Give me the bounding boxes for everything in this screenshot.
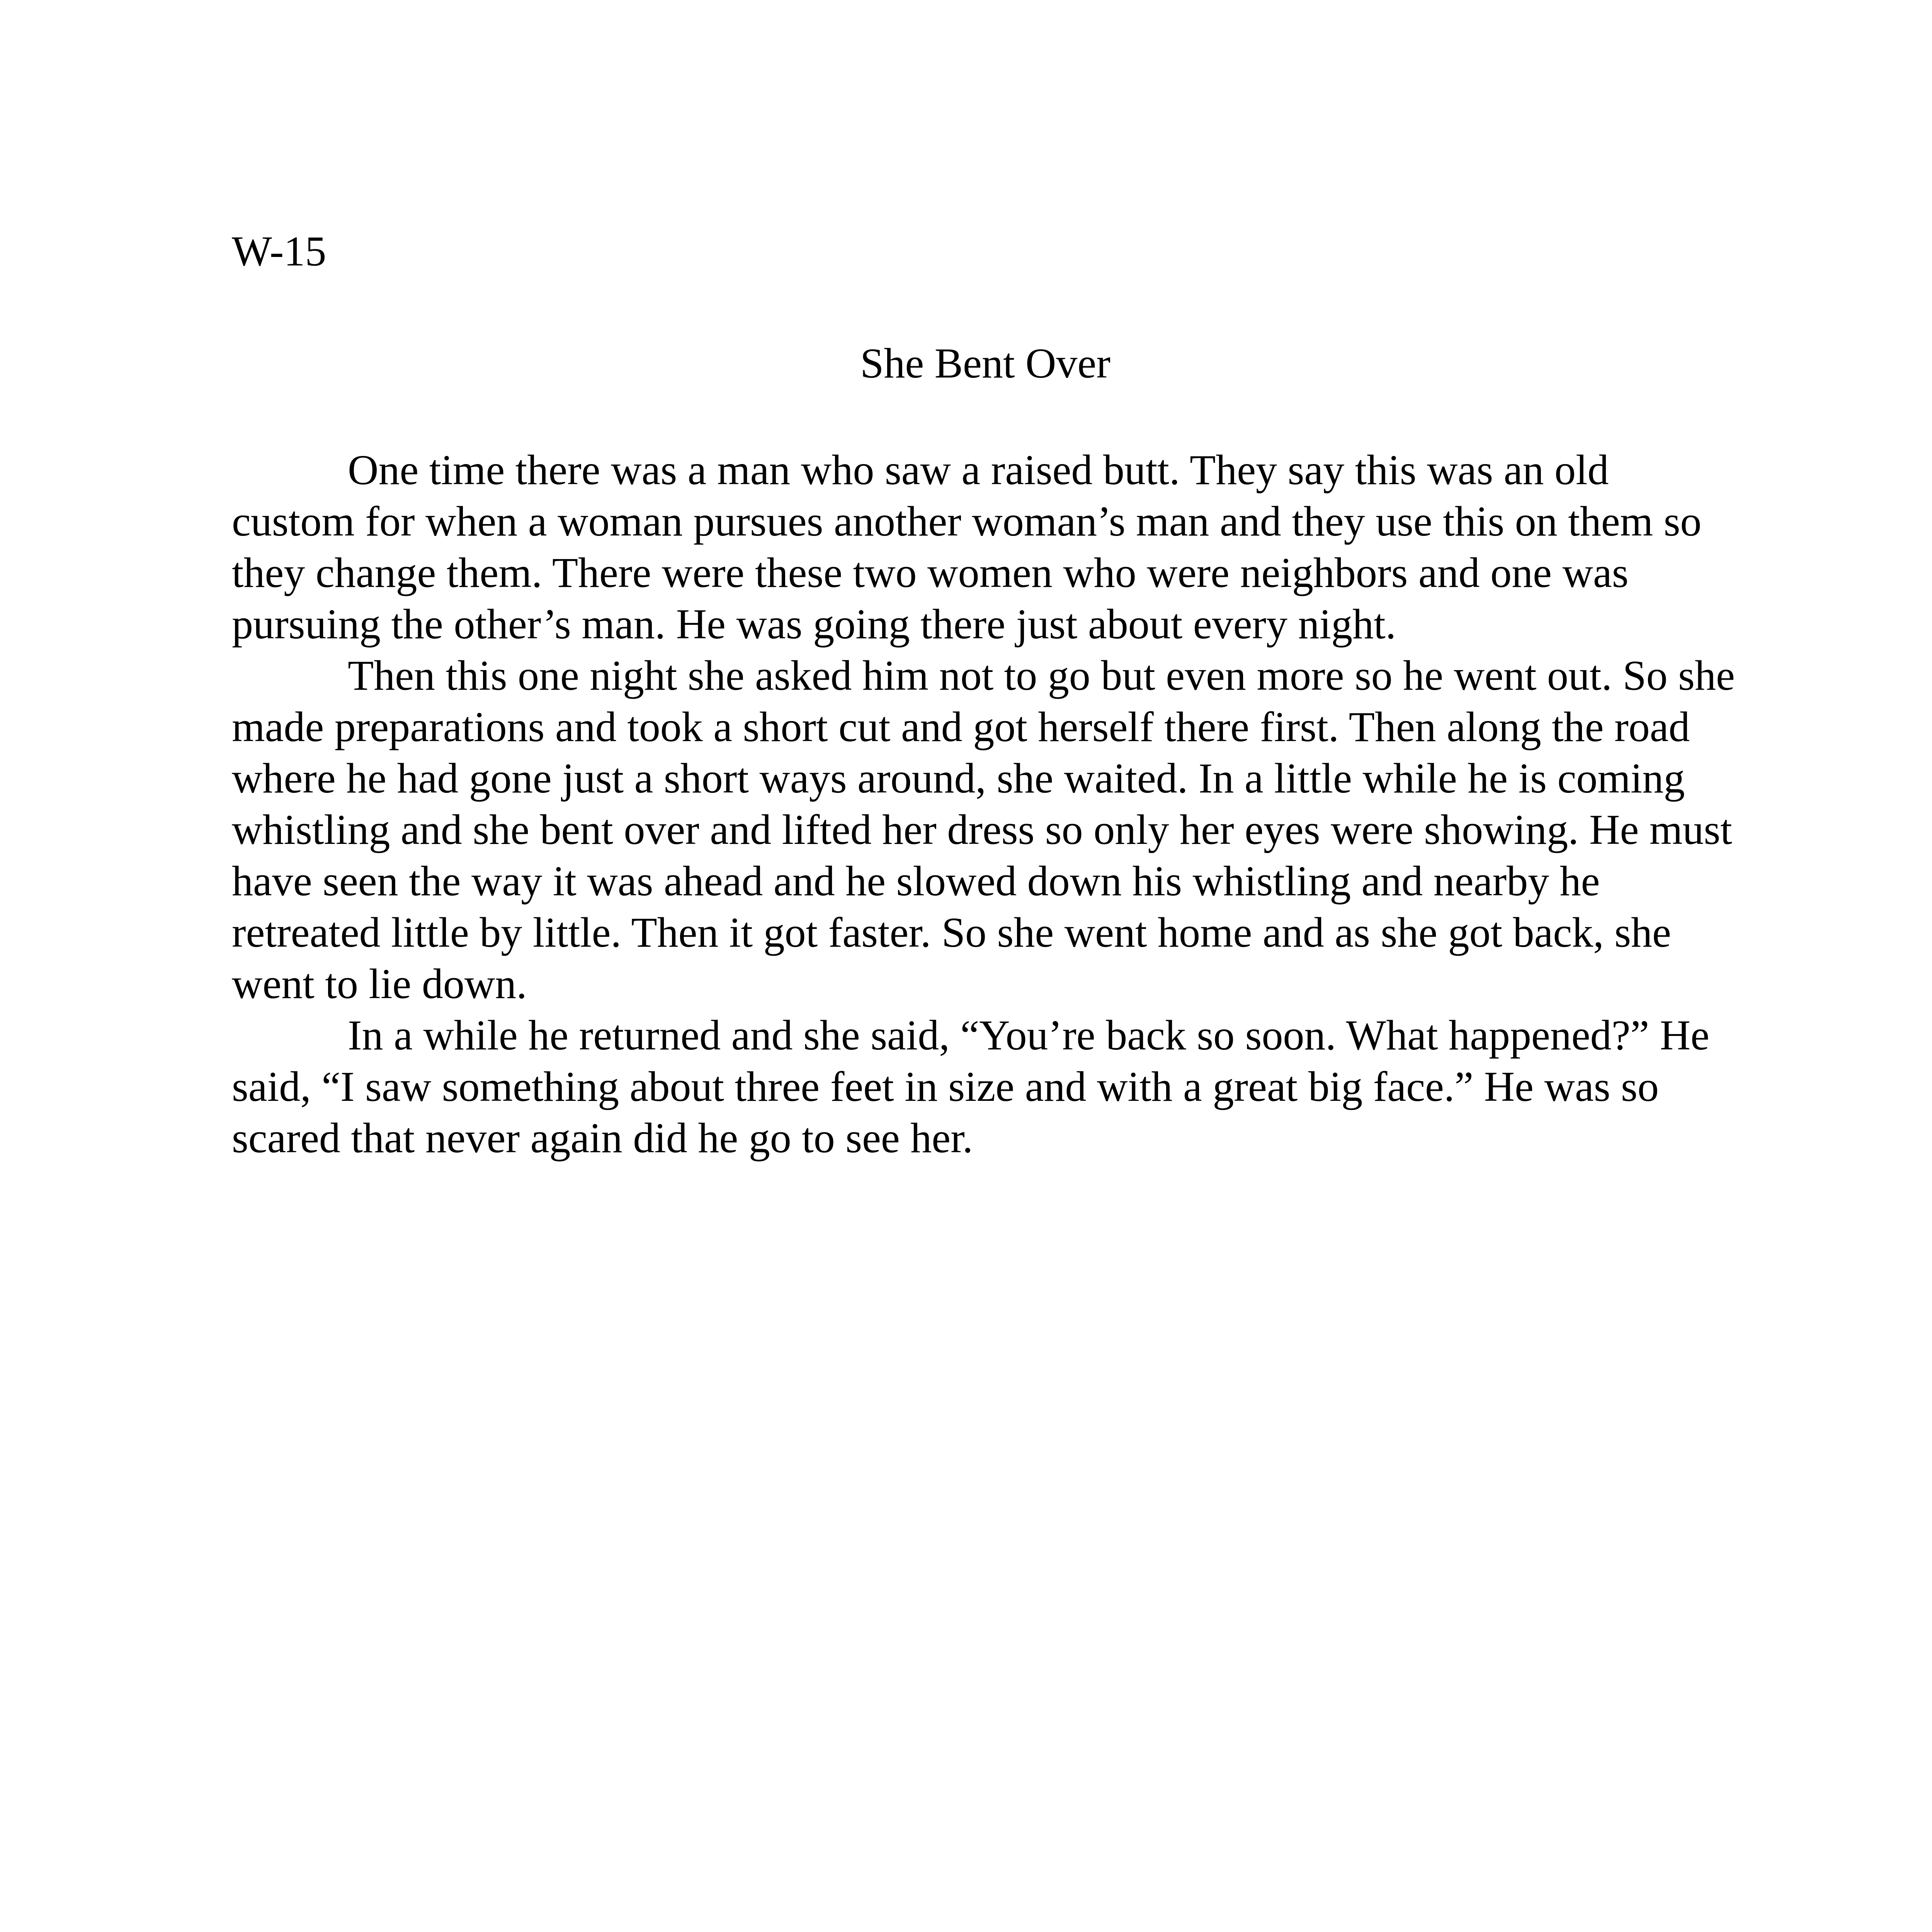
paragraph: In a while he returned and she said, “You’re back so soon. What happened?” He said, “I saw something about three feet in size and with a great big face.” He was so scared that never again did he go to see her. [232, 1012, 1720, 1162]
document-body [232, 444, 1746, 1164]
paragraph: One time there was a man who saw a raised butt. They say this was an old custom for when a woman pursues another woman’s man and they use this on them so they change them. There were these two women who were neighbors and one was pursuing the other’s man. He was going there just about every night. [232, 446, 1712, 648]
document-title: She Bent Over [860, 340, 1111, 387]
paragraph: Then this one night she asked him not to go but even more so he went out. So she made preparations and took a short cut and got herself there first. Then along the road where he had gone just a short ways around, she waited. In a little while he is coming whistling and she bent over and lifted her dress so only her eyes were showing. He must have seen the way it was ahead and he slowed down his whistling and nearby he retreated little by little. Then it got faster. So she went home and as she got back, she went to lie down. [232, 652, 1746, 1007]
document-id: W-15 [232, 228, 327, 275]
